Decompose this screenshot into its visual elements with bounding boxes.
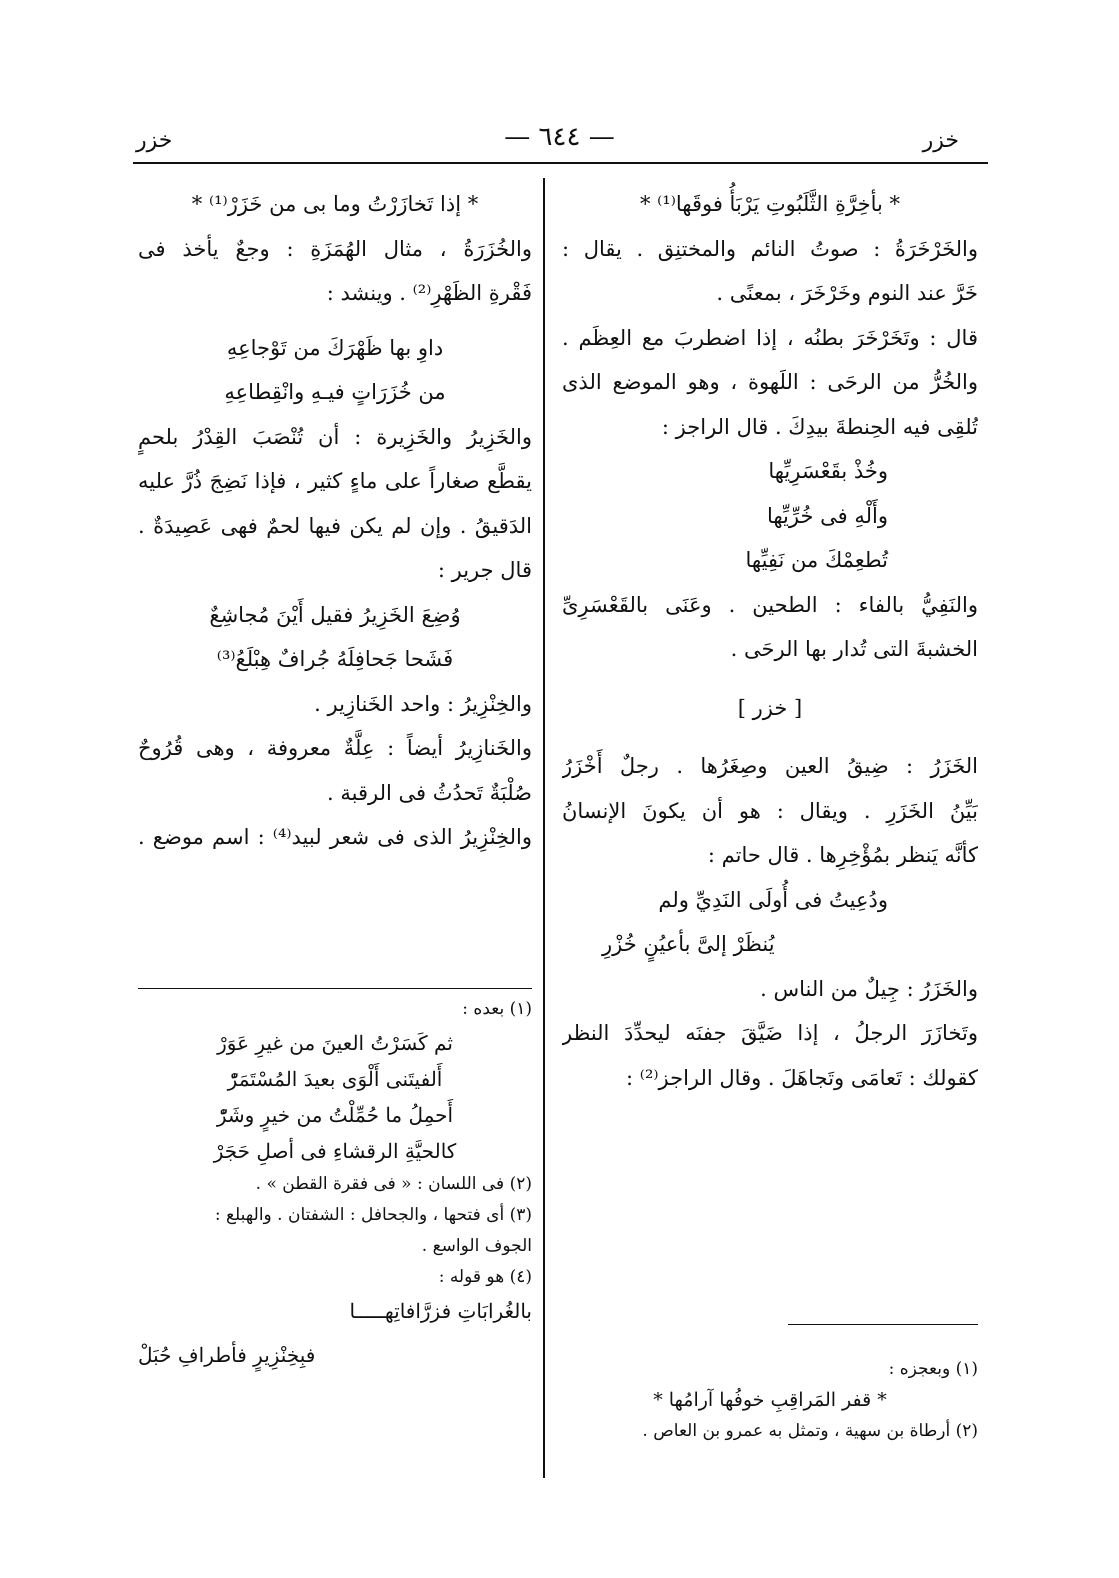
footnote: (٣) أى فتحها ، والجحافل : الشفتان . والهبلع : bbox=[214, 1205, 532, 1225]
verse-line: من خُزَرَاتٍ فيـهِ وانْقِطاعِهِ bbox=[224, 380, 446, 404]
text-line: والخُرُّ من الرحَى : اللَهوة ، وهو الموضع الذى bbox=[562, 370, 978, 394]
text-line: الخشبةَ التى تُدار بها الرحَى . bbox=[730, 637, 978, 661]
text-line: والخَزَرُ : جِيلٌ من الناس . bbox=[760, 976, 978, 1001]
text-line: كأنَّه يَنظر بمُؤْخِرِها . قال حاتم : bbox=[707, 843, 978, 867]
footnote: الجوف الواسع . bbox=[421, 1236, 532, 1256]
text-line: والخَنازِيرُ أيضاً : عِلَّةٌ معروفة ، وهى قُرُوحٌ bbox=[138, 736, 532, 760]
text-line: يقطَّع صغاراً على ماءٍ كثير ، فإذا نَضِجَ ذُرَّ عليه bbox=[138, 469, 532, 493]
text-line: صُلْبَةٌ تَحدُثُ فى الرقبة . bbox=[327, 780, 532, 805]
footnote: (٤) هو قوله : bbox=[438, 1267, 532, 1287]
text-line: كقولك : تَعامَى وتَجاهَلَ . وقال الراجز⁽²⁾ : bbox=[626, 1065, 978, 1090]
verse-line: ودُعِيتُ فى أُولَى النَدِيِّ ولم bbox=[658, 887, 888, 912]
column-divider bbox=[543, 178, 545, 1478]
text-line: قال : وتَخَرْخَرَ بطنُه ، إذا اضطربَ مع العِظَم . bbox=[562, 325, 978, 350]
footnote-rule bbox=[788, 1324, 978, 1325]
text-line: تُلقِى فيه الحِنطةَ بيدِكَ . قال الراجز : bbox=[661, 414, 978, 439]
text-line: والخَزِيرُ والخَزِيرة : أن تُنْصَبَ القِدْرُ بلحمٍ bbox=[138, 424, 532, 449]
text-line: بَيِّنُ الخَزَرِ . ويقال : هو أن يكونَ الإنسانُ bbox=[562, 798, 978, 823]
text-line: قال جرير : bbox=[437, 558, 532, 582]
verse-line: يُنظَرْ إلىَّ بأعيُنٍ خُزْرِ bbox=[602, 932, 775, 956]
footnote-verse: أَلفيتَنى أَلْوَى بعيدَ المُسْتَمَرّْ bbox=[227, 1067, 443, 1091]
text-line: الخَزَرُ : ضِيقُ العين وصِغَرُها . رجلٌ أَخْزَرُ bbox=[562, 754, 978, 778]
header-rule bbox=[133, 162, 988, 164]
left-column bbox=[138, 182, 532, 860]
verse-line: وأَلْهِ فى خُرِّيِّها bbox=[766, 503, 888, 528]
footnote: (١) بعده : bbox=[462, 999, 532, 1019]
left-footnotes bbox=[138, 994, 532, 1373]
footnote-verse: كالحيَّةِ الرقشاءِ فى أصلِ حَجَرْ bbox=[213, 1139, 457, 1163]
text-line: والخُزَرَةُ ، مثال الهُمَزَةِ : وجعٌ يأخذ فى bbox=[138, 236, 532, 261]
footnote: (٢) أرطاة بن سهية ، وتمثل به عمرو بن العاص . bbox=[642, 1421, 978, 1441]
text-line: وتَخازَرَ الرجلُ ، إذا ضَيَّقَ جفنَه ليحدِّدَ النظر bbox=[562, 1021, 978, 1045]
text-line: فَقْرةِ الظَهْرِ⁽²⁾ . وينشد : bbox=[326, 281, 532, 305]
verse-line: * بأخِرَّةِ الثَّلَبُوتِ يَرْبَأُ فوقَها⁽¹⁾ * bbox=[639, 192, 901, 216]
footnote-verse: أَحمِلُ ما حُمِّلْتُ من خيرٍ وشَرّْ bbox=[216, 1103, 454, 1127]
footnote-verse: ثم كَسَرْتُ العينَ من غيرِ عَوَرْ bbox=[217, 1031, 453, 1055]
verse-line: وُضِعَ الخَزِيرُ فقيل أَيْنَ مُجاشِعٌ bbox=[209, 602, 461, 627]
text-line: والنَفِيُّ بالفاء : الطحين . وعَنَى بالقَعْسَرِىِّ bbox=[562, 592, 978, 617]
footnote-rule bbox=[138, 988, 532, 989]
text-line: خَرَّ عند النوم وخَرْخَرَ ، بمعنًى . bbox=[716, 281, 978, 305]
verse-line: فَشَحا جَحافِلَهُ جُرافٌ هِبْلَعُ⁽³⁾ bbox=[216, 647, 454, 671]
entry-heading: [ خزر ] bbox=[737, 695, 803, 720]
page-number: — ٦٤٤ — bbox=[504, 122, 615, 152]
footnote-verse: فبِخِنْزِيرٍ فأطرافِ حُبَلْ bbox=[138, 1343, 316, 1367]
footnote: (٢) فى اللسان : « فى فقرة القطن » . bbox=[255, 1174, 532, 1194]
right-footnotes bbox=[562, 1354, 978, 1447]
footnote: (١) وبعجزه : bbox=[888, 1359, 978, 1379]
right-column bbox=[562, 182, 978, 1100]
footnote-verse: * قفر المَراقِبِ خوفُها آرامُها * bbox=[653, 1389, 887, 1411]
text-line: والخِنْزِيرُ الذى فى شعر لبيد⁽⁴⁾ : اسم موضع . bbox=[138, 825, 532, 849]
running-head-right: خزر bbox=[922, 128, 959, 153]
running-head-left: خزر bbox=[136, 128, 173, 153]
verse-line: * إذا تَخازَرْتُ وما بى من خَزَرْ⁽¹⁾ * bbox=[191, 192, 479, 216]
verse-line: وخُذْ بقَعْسَرِيِّها bbox=[768, 459, 888, 483]
text-line: والخَرْخَرَةُ : صوتُ النائم والمختنِق . يقال : bbox=[562, 236, 978, 261]
text-line: الدَقيقُ . وإن لم يكن فيها لحمٌ فهى عَصِيدَةٌ . bbox=[138, 513, 532, 538]
footnote-verse: بالغُرابَاتِ فزرَّافاتِهـــــا bbox=[349, 1299, 532, 1323]
text-line: والخِنْزِيرُ : واحد الخَنازِير . bbox=[314, 691, 532, 716]
verse-line: داوِ بها ظَهْرَكَ من تَوْجاعِهِ bbox=[226, 335, 444, 360]
verse-line: تُطعِمْكَ من نَفِيِّها bbox=[745, 548, 888, 572]
